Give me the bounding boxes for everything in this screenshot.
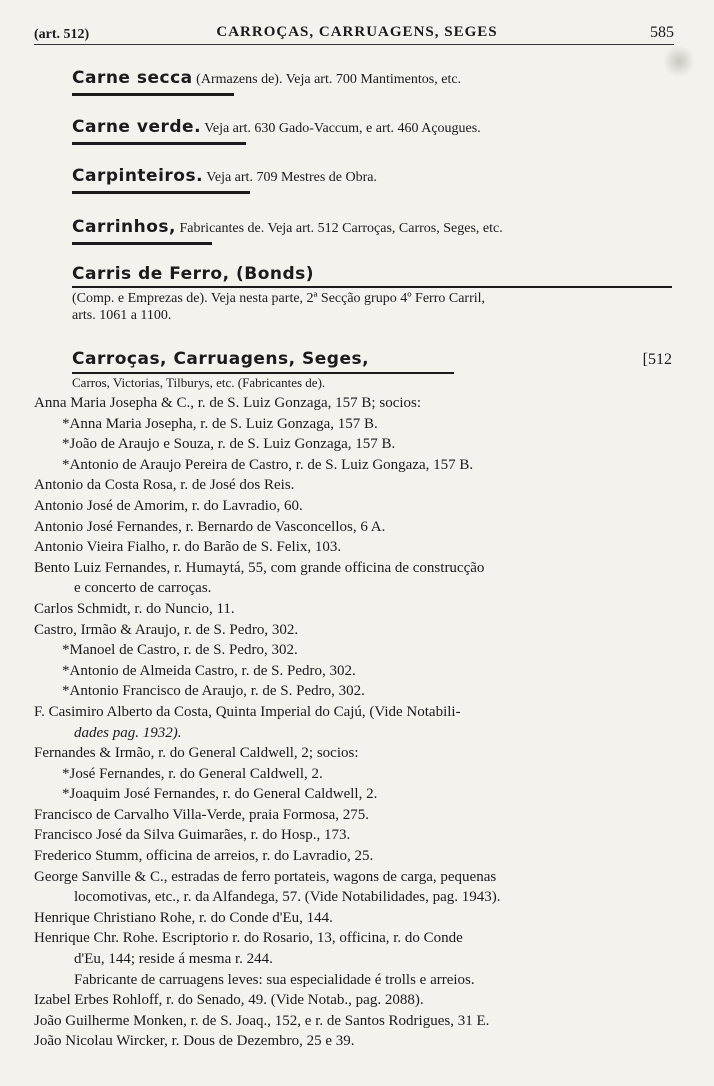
entry-keyword: Carris de Ferro, (Bonds) — [72, 264, 315, 284]
entry-keyword: Carpinteiros. — [72, 166, 204, 186]
listing-line: e concerto de carroças. — [74, 580, 212, 597]
section-title: Carroças, Carruagens, Seges, — [72, 349, 370, 369]
listing-line: *João de Araujo e Souza, r. de S. Luiz Gonzaga, 157 B. — [62, 436, 396, 453]
page-number: 585 — [650, 24, 674, 41]
section-number: [512 — [642, 351, 672, 368]
listing-line: Bento Luiz Fernandes, r. Humaytá, 55, com grande officina de construcção — [34, 559, 485, 576]
entry-keyword: Carne verde. — [72, 117, 202, 137]
listing-line: Castro, Irmão & Araujo, r. de S. Pedro, 302. — [34, 621, 299, 638]
listing-line: *Anna Maria Josepha, r. de S. Luiz Gonzaga, 157 B. — [62, 415, 378, 432]
listing-line: Antonio da Costa Rosa, r. de José dos Reis. — [34, 477, 295, 494]
listing-line: *Manoel de Castro, r. de S. Pedro, 302. — [62, 642, 298, 659]
listing-line: Antonio José Fernandes, r. Bernardo de Vasconcellos, 6 A. — [34, 518, 386, 535]
listing-line: *Joaquim José Fernandes, r. do General Caldwell, 2. — [62, 786, 378, 803]
listing-line: F. Casimiro Alberto da Costa, Quinta Imperial do Cajú, (Vide Notabili- — [34, 703, 461, 720]
header-rule — [34, 44, 674, 45]
entry-carris-de-ferro — [72, 266, 314, 284]
listing-line: *Antonio de Almeida Castro, r. de S. Pedro, 302. — [62, 662, 356, 679]
keyword-rule — [72, 142, 246, 145]
listing-line: Frederico Stumm, officina de arreios, r. do Lavradio, 25. — [34, 848, 374, 865]
listing-line: Carlos Schmidt, r. do Nuncio, 11. — [34, 600, 235, 617]
entry-carne-verde — [72, 119, 481, 137]
entry-text: arts. 1061 a 1100. — [72, 308, 172, 323]
listing-line: Antonio José de Amorim, r. do Lavradio, 60. — [34, 497, 303, 514]
article-reference: (art. 512) — [34, 27, 90, 42]
ink-smudge — [662, 46, 696, 76]
keyword-rule — [72, 93, 234, 96]
listing-line: Francisco de Carvalho Villa-Verde, praia Formosa, 275. — [34, 806, 369, 823]
listing-line: Francisco José da Silva Guimarães, r. do Hosp., 173. — [34, 827, 351, 844]
listing-line: Fabricante de carruagens leves: sua especialidade é trolls e arreios. — [74, 971, 475, 988]
keyword-rule — [72, 372, 454, 374]
entry-text: (Comp. e Emprezas de). Veja nesta parte, 2ª Secção grupo 4º Ferro Carril, — [72, 291, 486, 306]
listing-line: Fernandes & Irmão, r. do General Caldwell, 2; socios: — [34, 745, 359, 762]
listing-line: Henrique Chr. Rohe. Escriptorio r. do Rosario, 13, officina, r. do Conde — [34, 930, 463, 947]
entry-carne-secca — [72, 70, 461, 88]
listing-line: Antonio Vieira Fialho, r. do Barão de S. Felix, 103. — [34, 539, 342, 556]
listing-line: João Nicolau Wircker, r. Dous de Dezembro, 25 e 39. — [34, 1033, 355, 1050]
keyword-rule — [72, 191, 250, 194]
listing-line: *José Fernandes, r. do General Caldwell, 2. — [62, 765, 323, 782]
listing-line: locomotivas, etc., r. da Alfandega, 57. (Vide Notabilidades, pag. 1943). — [74, 889, 501, 906]
entry-carrinhos — [72, 219, 503, 237]
listing-line: Anna Maria Josepha & C., r. de S. Luiz Gonzaga, 157 B; socios: — [34, 395, 422, 411]
entry-text: Fabricantes de. Veja art. 512 Carroças, Carros, Seges, etc. — [176, 221, 503, 236]
keyword-rule — [72, 242, 212, 245]
listing-line: Henrique Christiano Rohe, r. do Conde d'Eu, 144. — [34, 909, 333, 926]
listing-line: *Antonio Francisco de Araujo, r. de S. Pedro, 302. — [62, 683, 365, 700]
keyword-rule — [72, 286, 672, 288]
listing-line: dades pag. 1932). — [74, 724, 182, 741]
entry-keyword: Carne secca — [72, 68, 193, 88]
entry-keyword: Carrinhos, — [72, 217, 177, 237]
listing-line: Izabel Erbes Rohloff, r. do Senado, 49. (Vide Notab., pag. 2088). — [34, 992, 424, 1009]
running-header: CARROÇAS, CARRUAGENS, SEGES — [216, 24, 498, 40]
listing-line: d'Eu, 144; reside á mesma r. 244. — [74, 951, 273, 968]
listing-line: João Guilherme Monken, r. de S. Joaq., 152, e r. de Santos Rodrigues, 31 E. — [34, 1012, 490, 1029]
entry-text: (Armazens de). Veja art. 700 Mantimentos, etc. — [192, 72, 462, 87]
listing — [34, 393, 501, 1052]
section-subtitle: Carros, Victorias, Tilburys, etc. (Fabricantes de). — [72, 375, 326, 390]
listing-line: George Sanville & C., estradas de ferro portateis, wagons de carga, pequenas — [34, 868, 497, 885]
section-heading — [72, 351, 369, 369]
listing-line: *Antonio de Araujo Pereira de Castro, r. de S. Luiz Gongaza, 157 B. — [62, 456, 474, 473]
entry-text: Veja art. 630 Gado-Vaccum, e art. 460 Açougues. — [201, 121, 481, 136]
entry-carpinteiros — [72, 168, 377, 186]
entry-text: Veja art. 709 Mestres de Obra. — [203, 170, 377, 185]
